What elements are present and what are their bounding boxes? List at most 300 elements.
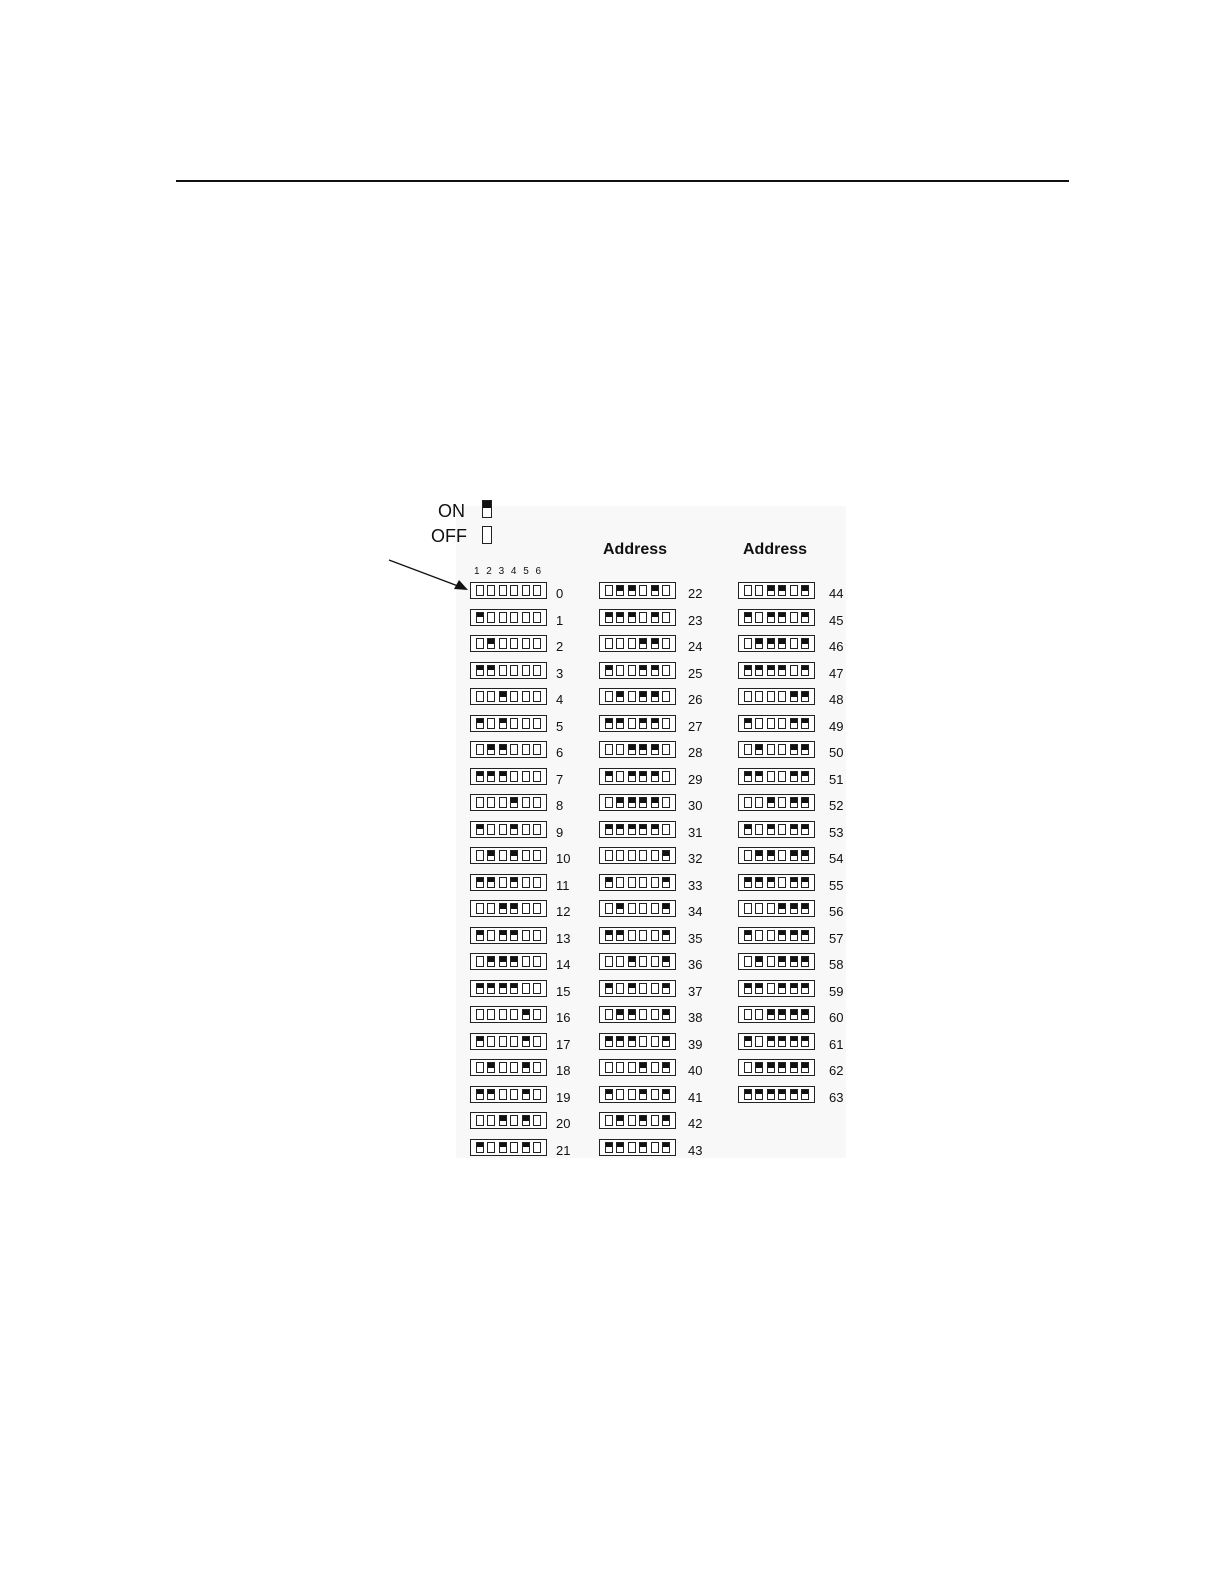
switch-toggle — [755, 744, 763, 755]
switch-toggle — [476, 1115, 484, 1126]
switch-toggle — [778, 850, 786, 861]
address-label: 50 — [829, 745, 844, 760]
switch-toggle — [790, 850, 798, 861]
switch-toggle — [790, 1036, 798, 1047]
switch-toggle — [628, 744, 636, 755]
switch-toggle — [487, 1062, 495, 1073]
switch-toggle — [605, 797, 613, 808]
switch-toggle — [744, 956, 752, 967]
switch-toggle — [744, 638, 752, 649]
switch-toggle — [639, 585, 647, 596]
switch-toggle — [487, 1142, 495, 1153]
switch-toggle — [651, 983, 659, 994]
dip-switch-17 — [470, 1033, 547, 1050]
switch-toggle — [662, 585, 670, 596]
switch-toggle — [605, 718, 613, 729]
address-label: 20 — [556, 1116, 571, 1131]
address-label: 55 — [829, 877, 844, 893]
switch-toggle — [801, 691, 809, 702]
dip-switch-37 — [599, 980, 676, 997]
address-label: 42 — [688, 1116, 703, 1131]
switch-toggle — [662, 691, 670, 702]
switch-toggle — [499, 1009, 507, 1020]
address-label: 48 — [829, 692, 844, 707]
dip-switch-12 — [470, 900, 547, 917]
switch-toggle — [628, 850, 636, 861]
dip-switch-8 — [470, 794, 547, 811]
dip-switch-28 — [599, 741, 676, 758]
switch-toggle — [522, 665, 530, 676]
switch-toggle — [639, 744, 647, 755]
switch-toggle — [801, 612, 809, 623]
switch-toggle — [499, 665, 507, 676]
switch-toggle — [651, 638, 659, 649]
dip-switch-24 — [599, 635, 676, 652]
switch-toggle — [778, 1062, 786, 1073]
switch-toggle — [605, 930, 613, 941]
dip-switch-14 — [470, 953, 547, 970]
switch-toggle — [662, 930, 670, 941]
switch-toggle — [662, 850, 670, 861]
address-label: 31 — [688, 824, 703, 840]
switch-toggle — [499, 612, 507, 623]
switch-toggle — [628, 824, 636, 835]
dip-switch-7 — [470, 768, 547, 785]
switch-toggle — [651, 1142, 659, 1153]
switch-toggle — [605, 824, 613, 835]
address-label: 40 — [688, 1063, 703, 1078]
switch-toggle — [487, 903, 495, 914]
switch-toggle — [790, 1009, 798, 1020]
switch-toggle — [662, 956, 670, 967]
switch-toggle — [628, 983, 636, 994]
switch-toggle — [744, 612, 752, 623]
address-label: 14 — [556, 957, 571, 972]
switch-toggle — [790, 956, 798, 967]
address-label: 57 — [829, 930, 844, 946]
switch-toggle — [616, 744, 624, 755]
dip-switch-1 — [470, 609, 547, 626]
switch-toggle — [778, 612, 786, 623]
switch-toggle — [744, 850, 752, 861]
switch-toggle — [605, 1115, 613, 1126]
switch-toggle — [639, 771, 647, 782]
address-label: 33 — [688, 877, 703, 893]
address-label: 45 — [829, 612, 844, 628]
switch-toggle — [533, 1089, 541, 1100]
switch-toggle — [790, 638, 798, 649]
switch-toggle — [755, 585, 763, 596]
dip-switch-51 — [738, 768, 815, 785]
switch-toggle — [639, 1036, 647, 1047]
switch-toggle — [522, 877, 530, 888]
switch-toggle — [476, 665, 484, 676]
address-label: 49 — [829, 718, 844, 734]
switch-toggle — [616, 824, 624, 835]
switch-toggle — [628, 1009, 636, 1020]
dip-switch-20 — [470, 1112, 547, 1129]
switch-toggle — [510, 1062, 518, 1073]
switch-toggle — [487, 877, 495, 888]
switch-toggle — [767, 903, 775, 914]
switch-toggle — [778, 1036, 786, 1047]
address-label: 19 — [556, 1089, 571, 1105]
switch-toggle — [744, 585, 752, 596]
address-label: 38 — [688, 1010, 703, 1025]
switch-toggle — [651, 930, 659, 941]
switch-toggle — [628, 1089, 636, 1100]
switch-toggle — [651, 771, 659, 782]
switch-toggle — [522, 1142, 530, 1153]
switch-toggle — [510, 983, 518, 994]
address-label: 63 — [829, 1089, 844, 1105]
switch-toggle — [628, 718, 636, 729]
dip-switch-13 — [470, 927, 547, 944]
dip-switch-41 — [599, 1086, 676, 1103]
switch-toggle — [499, 1062, 507, 1073]
switch-toggle — [744, 1062, 752, 1073]
switch-toggle — [487, 665, 495, 676]
switch-toggle — [755, 930, 763, 941]
switch-toggle — [662, 1142, 670, 1153]
switch-toggle — [487, 824, 495, 835]
switch-toggle — [605, 903, 613, 914]
switch-toggle — [499, 718, 507, 729]
switch-toggle — [510, 877, 518, 888]
address-label: 56 — [829, 904, 844, 919]
switch-toggle — [476, 1009, 484, 1020]
switch-toggle — [487, 612, 495, 623]
switch-toggle — [651, 1062, 659, 1073]
switch-toggle — [605, 983, 613, 994]
switch-toggle — [533, 1115, 541, 1126]
switch-toggle — [801, 877, 809, 888]
switch-toggle — [639, 930, 647, 941]
switch-toggle — [533, 691, 541, 702]
arrow-icon — [386, 558, 470, 592]
switch-toggle — [522, 638, 530, 649]
switch-toggle — [790, 718, 798, 729]
dip-switch-3 — [470, 662, 547, 679]
switch-toggle — [790, 903, 798, 914]
switch-toggle — [801, 771, 809, 782]
dip-switch-55 — [738, 874, 815, 891]
dip-switch-42 — [599, 1112, 676, 1129]
switch-toggle — [499, 824, 507, 835]
switch-toggle — [476, 983, 484, 994]
address-label: 9 — [556, 824, 564, 840]
switch-toggle — [628, 930, 636, 941]
dip-switch-40 — [599, 1059, 676, 1076]
dip-switch-45 — [738, 609, 815, 626]
switch-toggle — [499, 797, 507, 808]
switch-toggle — [616, 612, 624, 623]
switch-toggle — [616, 1009, 624, 1020]
switch-toggle — [801, 1062, 809, 1073]
dip-switch-32 — [599, 847, 676, 864]
dip-switch-33 — [599, 874, 676, 891]
switch-toggle — [533, 1036, 541, 1047]
dip-switch-62 — [738, 1059, 815, 1076]
switch-toggle — [476, 744, 484, 755]
switch-toggle — [476, 1062, 484, 1073]
switch-toggle — [510, 744, 518, 755]
switch-toggle — [616, 1142, 624, 1153]
switch-toggle — [651, 797, 659, 808]
switch-toggle — [755, 797, 763, 808]
switch-toggle — [755, 903, 763, 914]
switch-toggle — [662, 1115, 670, 1126]
switch-toggle — [639, 877, 647, 888]
switch-toggle — [767, 744, 775, 755]
switch-toggle — [499, 585, 507, 596]
switch-toggle — [533, 1009, 541, 1020]
switch-toggle — [755, 691, 763, 702]
switch-toggle — [790, 824, 798, 835]
switch-toggle — [605, 612, 613, 623]
switch-toggle — [522, 824, 530, 835]
switch-toggle — [510, 665, 518, 676]
switch-toggle — [628, 903, 636, 914]
switch-toggle — [533, 612, 541, 623]
switch-toggle — [790, 585, 798, 596]
address-label: 34 — [688, 904, 703, 919]
switch-toggle — [628, 612, 636, 623]
switch-toggle — [533, 585, 541, 596]
dip-switch-26 — [599, 688, 676, 705]
switch-toggle — [510, 797, 518, 808]
switch-toggle — [476, 930, 484, 941]
switch-toggle — [662, 877, 670, 888]
switch-toggle — [639, 1142, 647, 1153]
switch-toggle — [522, 797, 530, 808]
switch-toggle — [616, 638, 624, 649]
address-label: 16 — [556, 1010, 571, 1025]
switch-toggle — [605, 1036, 613, 1047]
switch-toggle — [790, 691, 798, 702]
switch-toggle — [476, 585, 484, 596]
switch-toggle — [628, 638, 636, 649]
dip-switch-60 — [738, 1006, 815, 1023]
switch-toggle — [522, 1036, 530, 1047]
switch-toggle — [533, 824, 541, 835]
switch-toggle — [522, 744, 530, 755]
switch-toggle — [487, 638, 495, 649]
switch-toggle — [499, 691, 507, 702]
switch-toggle — [510, 1009, 518, 1020]
off-legend-label: OFF — [431, 526, 467, 546]
switch-toggle — [605, 1142, 613, 1153]
switch-toggle — [639, 1115, 647, 1126]
switch-toggle — [510, 824, 518, 835]
switch-toggle — [778, 1089, 786, 1100]
switch-toggle — [662, 1036, 670, 1047]
switch-toggle — [533, 744, 541, 755]
switch-toggle — [533, 665, 541, 676]
switch-toggle — [522, 718, 530, 729]
switch-toggle — [651, 1115, 659, 1126]
switch-toggle — [801, 744, 809, 755]
switch-toggle — [476, 771, 484, 782]
switch-toggle — [744, 1089, 752, 1100]
dip-switch-36 — [599, 953, 676, 970]
dip-switch-50 — [738, 741, 815, 758]
switch-toggle — [662, 771, 670, 782]
dip-switch-25 — [599, 662, 676, 679]
switch-toggle — [605, 850, 613, 861]
switch-toggle — [778, 877, 786, 888]
address-label: 41 — [688, 1089, 703, 1105]
switch-toggle — [790, 1062, 798, 1073]
dip-switch-48 — [738, 688, 815, 705]
switch-toggle — [662, 718, 670, 729]
address-label: 29 — [688, 771, 703, 787]
switch-toggle — [510, 1089, 518, 1100]
switch-toggle — [476, 638, 484, 649]
switch-toggle — [499, 903, 507, 914]
switch-toggle — [744, 1036, 752, 1047]
switch-toggle — [639, 903, 647, 914]
switch-position-number: 3 — [498, 566, 505, 577]
address-label: 27 — [688, 718, 703, 734]
switch-toggle — [487, 1089, 495, 1100]
switch-toggle — [651, 612, 659, 623]
switch-toggle — [510, 903, 518, 914]
switch-toggle — [533, 903, 541, 914]
switch-toggle — [801, 983, 809, 994]
switch-toggle — [662, 797, 670, 808]
dip-switch-31 — [599, 821, 676, 838]
switch-toggle — [767, 850, 775, 861]
switch-toggle — [533, 983, 541, 994]
switch-toggle — [487, 850, 495, 861]
switch-toggle — [605, 1089, 613, 1100]
switch-toggle — [662, 612, 670, 623]
dip-switch-30 — [599, 794, 676, 811]
switch-toggle — [662, 1062, 670, 1073]
switch-toggle — [616, 691, 624, 702]
switch-toggle — [744, 744, 752, 755]
switch-toggle — [605, 771, 613, 782]
switch-toggle — [639, 1089, 647, 1100]
address-label: 30 — [688, 798, 703, 813]
switch-toggle — [522, 1062, 530, 1073]
switch-toggle — [662, 1009, 670, 1020]
switch-toggle — [639, 956, 647, 967]
on-legend-label: ON — [438, 501, 465, 521]
dip-switch-58 — [738, 953, 815, 970]
switch-toggle — [510, 1115, 518, 1126]
address-label: 26 — [688, 692, 703, 707]
address-label: 1 — [556, 612, 564, 628]
switch-toggle — [639, 691, 647, 702]
address-label: 60 — [829, 1010, 844, 1025]
dip-switch-57 — [738, 927, 815, 944]
address-label: 52 — [829, 798, 844, 813]
switch-position-number: 2 — [486, 566, 492, 577]
switch-toggle — [755, 877, 763, 888]
switch-toggle — [801, 1009, 809, 1020]
switch-toggle — [767, 771, 775, 782]
switch-toggle — [628, 665, 636, 676]
switch-toggle — [533, 718, 541, 729]
switch-toggle — [767, 638, 775, 649]
switch-toggle — [616, 771, 624, 782]
address-label: 44 — [829, 586, 844, 601]
switch-toggle — [476, 877, 484, 888]
switch-toggle — [790, 744, 798, 755]
switch-toggle — [755, 1009, 763, 1020]
switch-toggle — [522, 585, 530, 596]
switch-toggle — [744, 877, 752, 888]
switch-toggle — [499, 1115, 507, 1126]
switch-toggle — [533, 877, 541, 888]
switch-toggle — [605, 665, 613, 676]
switch-toggle — [755, 850, 763, 861]
switch-toggle — [533, 930, 541, 941]
dip-switch-4 — [470, 688, 547, 705]
switch-toggle — [628, 1115, 636, 1126]
address-label: 8 — [556, 798, 564, 813]
switch-toggle — [767, 930, 775, 941]
switch-toggle — [522, 850, 530, 861]
dip-switch-5 — [470, 715, 547, 732]
switch-toggle — [790, 930, 798, 941]
switch-toggle — [755, 612, 763, 623]
switch-toggle — [487, 797, 495, 808]
dip-switch-44 — [738, 582, 815, 599]
switch-position-number: 6 — [535, 566, 542, 577]
switch-toggle — [801, 850, 809, 861]
switch-toggle — [651, 585, 659, 596]
switch-toggle — [639, 665, 647, 676]
switch-toggle — [767, 956, 775, 967]
switch-toggle — [651, 1036, 659, 1047]
address-label: 54 — [829, 851, 844, 866]
switch-toggle — [499, 1089, 507, 1100]
switch-toggle — [533, 771, 541, 782]
switch-toggle — [487, 691, 495, 702]
address-label: 0 — [556, 586, 564, 601]
switch-toggle — [744, 718, 752, 729]
switch-toggle — [744, 903, 752, 914]
switch-toggle — [533, 1142, 541, 1153]
switch-toggle — [522, 930, 530, 941]
switch-toggle — [801, 930, 809, 941]
switch-toggle — [510, 771, 518, 782]
switch-toggle — [616, 903, 624, 914]
address-label: 36 — [688, 957, 703, 972]
switch-toggle — [767, 824, 775, 835]
switch-toggle — [487, 1009, 495, 1020]
switch-toggle — [767, 1062, 775, 1073]
address-label: 53 — [829, 824, 844, 840]
switch-toggle — [662, 983, 670, 994]
switch-toggle — [510, 956, 518, 967]
dip-switch-54 — [738, 847, 815, 864]
switch-toggle — [790, 983, 798, 994]
address-label: 51 — [829, 771, 844, 787]
switch-toggle — [755, 1036, 763, 1047]
dip-switch-46 — [738, 635, 815, 652]
switch-toggle — [778, 824, 786, 835]
dip-switch-35 — [599, 927, 676, 944]
switch-toggle — [628, 1142, 636, 1153]
switch-toggle — [616, 585, 624, 596]
switch-toggle — [778, 638, 786, 649]
switch-toggle — [651, 665, 659, 676]
dip-switch-21 — [470, 1139, 547, 1156]
